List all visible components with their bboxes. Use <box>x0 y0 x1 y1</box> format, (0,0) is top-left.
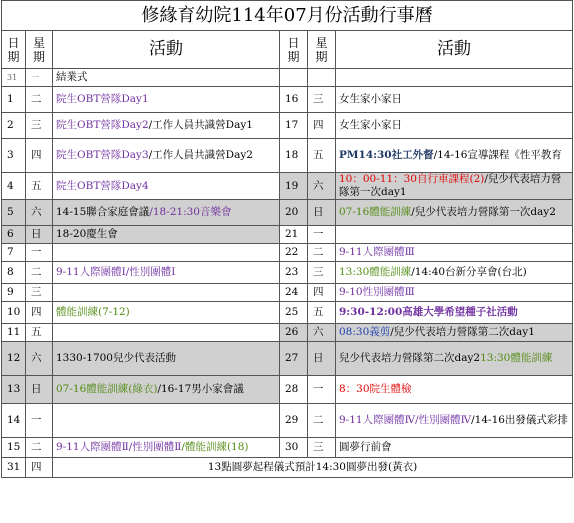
activity-segment: /兒少代表培力營隊第二次day1 <box>390 326 535 338</box>
activity-segment: /兒少代表培力營隊第一次day1 <box>339 173 562 198</box>
schedule-row <box>2 376 573 404</box>
date-cell: 13 <box>2 376 26 404</box>
weekday-cell: 二 <box>26 262 53 284</box>
schedule-row <box>2 226 573 244</box>
activity-segment: /14-16宣導課程《性平教育 <box>433 149 562 161</box>
header-row <box>2 31 573 69</box>
date-cell: 21 <box>280 226 308 244</box>
activity-cell <box>53 226 280 244</box>
weekday-cell <box>308 69 336 87</box>
date-cell: 10 <box>2 302 26 324</box>
weekday-cell: 三 <box>308 87 336 113</box>
activity-segment: /14-16出發儀式彩排 <box>471 414 568 426</box>
date-cell: 17 <box>280 113 308 139</box>
activity-segment: 院生OBT營隊Day3 <box>56 149 149 161</box>
weekday-cell: 三 <box>26 284 53 302</box>
activity-segment: 9-11人際團體Ⅳ <box>339 414 416 426</box>
activity-segment: 兒少代表培力營隊第二次day2 <box>339 352 481 364</box>
weekday-cell: 六 <box>308 324 336 342</box>
date-cell: 14 <box>2 404 26 438</box>
date-cell: 22 <box>280 244 308 262</box>
weekday-cell: 六 <box>26 342 53 376</box>
weekday-cell: 五 <box>26 173 53 200</box>
date-cell: 20 <box>280 200 308 226</box>
activity-segment: 14-15聯合家庭會議 <box>56 206 150 218</box>
weekday-cell: 一 <box>308 226 336 244</box>
date-cell: 24 <box>280 284 308 302</box>
schedule-row <box>2 139 573 173</box>
activity-cell <box>53 173 280 200</box>
schedule-row <box>2 284 573 302</box>
activity-segment: 1330-1700兒少代表活動 <box>56 352 176 364</box>
schedule-row <box>2 200 573 226</box>
date-cell: 19 <box>280 173 308 200</box>
date-cell: 2 <box>2 113 26 139</box>
date-cell: 26 <box>280 324 308 342</box>
date-cell: 27 <box>280 342 308 376</box>
activity-segment: /性別團體Ⅳ <box>415 414 472 426</box>
schedule-row-last <box>2 458 573 478</box>
activity-cell <box>336 226 573 244</box>
date-cell: 18 <box>280 139 308 173</box>
weekday-cell: 日 <box>308 342 336 376</box>
header-date-left: 日 期 <box>2 31 26 69</box>
weekday-cell: 五 <box>308 302 336 324</box>
date-cell: 8 <box>2 262 26 284</box>
activity-segment: 9-10性別團體Ⅲ <box>339 286 415 298</box>
activity-cell <box>53 69 280 87</box>
activity-segment: 院生OBT營隊Day2 <box>56 119 149 131</box>
date-cell: 31 <box>2 69 26 87</box>
activity-cell <box>336 244 573 262</box>
activity-segment: 9-11人際團體Ⅱ <box>56 441 129 453</box>
weekday-cell: 四 <box>26 458 53 478</box>
activity-segment: /體能訓練(18) <box>181 441 249 453</box>
header-activity-left: 活動 <box>53 31 280 69</box>
activity-cell <box>336 324 573 342</box>
date-cell: 16 <box>280 87 308 113</box>
date-cell: 12 <box>2 342 26 376</box>
date-cell: 6 <box>2 226 26 244</box>
weekday-cell: 二 <box>26 438 53 458</box>
weekday-cell: 日 <box>308 200 336 226</box>
activity-cell <box>53 244 280 262</box>
schedule-row <box>2 113 573 139</box>
schedule-row <box>2 302 573 324</box>
activity-segment: 13:30體能訓練 <box>480 352 553 364</box>
weekday-cell: 二 <box>308 404 336 438</box>
weekday-cell: 四 <box>26 139 53 173</box>
activity-segment: /工作人員共識營Day1 <box>148 119 253 131</box>
activity-segment: /16-17男小家會議 <box>157 383 244 395</box>
activity-segment: 圓夢行前會 <box>339 441 392 453</box>
weekday-cell: 日 <box>26 226 53 244</box>
weekday-cell: 四 <box>308 113 336 139</box>
activity-segment: /18-21:30音樂會 <box>149 206 232 218</box>
schedule-row <box>2 342 573 376</box>
activity-segment: /性別團體Ⅰ <box>125 266 176 278</box>
activity-segment: 9-11人際團體Ⅰ <box>56 266 126 278</box>
activity-cell <box>53 376 280 404</box>
date-cell: 5 <box>2 200 26 226</box>
activity-cell <box>53 113 280 139</box>
activity-cell <box>336 302 573 324</box>
activity-cell <box>53 87 280 113</box>
activity-segment: 院生OBT營隊Day4 <box>56 179 149 192</box>
activity-cell <box>53 139 280 173</box>
activity-segment: 9-11人際團體Ⅲ <box>339 246 415 258</box>
header-weekday-right: 星 期 <box>308 31 336 69</box>
header-date-right: 日 期 <box>280 31 308 69</box>
header-weekday-left: 星 期 <box>26 31 53 69</box>
schedule-row <box>2 87 573 113</box>
activity-cell <box>336 262 573 284</box>
activity-segment: PM14:30社工外督 <box>339 149 434 161</box>
activity-segment: 13:30體能訓練 <box>339 266 412 278</box>
activity-segment: 8：30院生體檢 <box>339 383 412 395</box>
activity-segment: 體能訓練(7-12) <box>56 306 130 318</box>
weekday-cell: 三 <box>308 438 336 458</box>
weekday-cell: 二 <box>26 87 53 113</box>
schedule-row <box>2 173 573 200</box>
date-cell: 29 <box>280 404 308 438</box>
weekday-cell: 一 <box>26 69 53 87</box>
schedule-row <box>2 262 573 284</box>
page-title: 修緣育幼院114年07月份活動行事曆 <box>2 1 573 31</box>
activity-segment: 女生家小家日 <box>339 119 402 131</box>
weekday-cell: 六 <box>26 200 53 226</box>
activity-cell <box>336 87 573 113</box>
date-cell: 30 <box>280 438 308 458</box>
activity-segment: 10：00-11：30自行車課程(2) <box>339 173 485 185</box>
activity-cell <box>336 173 573 200</box>
activity-segment: 07-16體能訓練(綠衣) <box>56 383 158 395</box>
activity-cell <box>53 438 280 458</box>
activity-segment: 9:30-12:00高雄大學希望種子社活動 <box>339 306 518 318</box>
activity-cell <box>336 139 573 173</box>
weekday-cell: 三 <box>308 262 336 284</box>
date-cell: 11 <box>2 324 26 342</box>
activity-segment: 女生家小家日 <box>339 93 402 105</box>
activity-cell <box>336 113 573 139</box>
activity-cell <box>53 262 280 284</box>
weekday-cell: 一 <box>26 404 53 438</box>
date-cell: 9 <box>2 284 26 302</box>
weekday-cell: 日 <box>26 376 53 404</box>
weekday-cell: 二 <box>308 244 336 262</box>
activity-cell <box>336 69 573 87</box>
activity-cell <box>336 200 573 226</box>
activity-cell <box>53 284 280 302</box>
activity-cell <box>336 342 573 376</box>
activity-cell <box>53 342 280 376</box>
weekday-cell: 三 <box>26 113 53 139</box>
date-cell: 1 <box>2 87 26 113</box>
activity-cell <box>53 302 280 324</box>
weekday-cell: 六 <box>308 173 336 200</box>
date-cell: 25 <box>280 302 308 324</box>
activity-segment: 結業式 <box>56 71 88 83</box>
activity-segment: /14:40台新分享會(台北) <box>411 266 527 278</box>
activity-cell <box>53 324 280 342</box>
activity-cell <box>336 438 573 458</box>
schedule-row <box>2 404 573 438</box>
header-activity-right: 活動 <box>336 31 573 69</box>
activity-cell <box>53 200 280 226</box>
activity-cell <box>336 404 573 438</box>
activity-cell <box>336 284 573 302</box>
date-cell: 15 <box>2 438 26 458</box>
activity-segment: /工作人員共識營Day2 <box>148 149 253 161</box>
weekday-cell: 五 <box>308 139 336 173</box>
activity-cell <box>53 404 280 438</box>
weekday-cell: 四 <box>308 284 336 302</box>
date-cell: 23 <box>280 262 308 284</box>
schedule-row <box>2 244 573 262</box>
weekday-cell: 一 <box>308 376 336 404</box>
schedule-row <box>2 324 573 342</box>
date-cell: 3 <box>2 139 26 173</box>
activity-segment: /性別團體Ⅱ <box>128 441 182 453</box>
schedule-table <box>1 0 573 478</box>
date-cell: 28 <box>280 376 308 404</box>
weekday-cell: 五 <box>26 324 53 342</box>
schedule-row <box>2 438 573 458</box>
activity-segment: 08:30義剪 <box>339 326 391 338</box>
date-cell <box>280 69 308 87</box>
activity-segment: 07-16體能訓練 <box>339 206 412 218</box>
weekday-cell: 一 <box>26 244 53 262</box>
date-cell: 4 <box>2 173 26 200</box>
activity-cell-merged: 13點圓夢起程儀式預計14:30圓夢出發(黃衣) <box>53 458 573 478</box>
activity-segment: 院生OBT營隊Day1 <box>56 93 149 105</box>
date-cell: 7 <box>2 244 26 262</box>
schedule-row <box>2 69 573 87</box>
weekday-cell: 四 <box>26 302 53 324</box>
activity-segment: /兒少代表培力營隊第一次day2 <box>411 206 556 218</box>
date-cell: 31 <box>2 458 26 478</box>
activity-segment: 18-20慶生會 <box>56 228 118 240</box>
activity-cell <box>336 376 573 404</box>
